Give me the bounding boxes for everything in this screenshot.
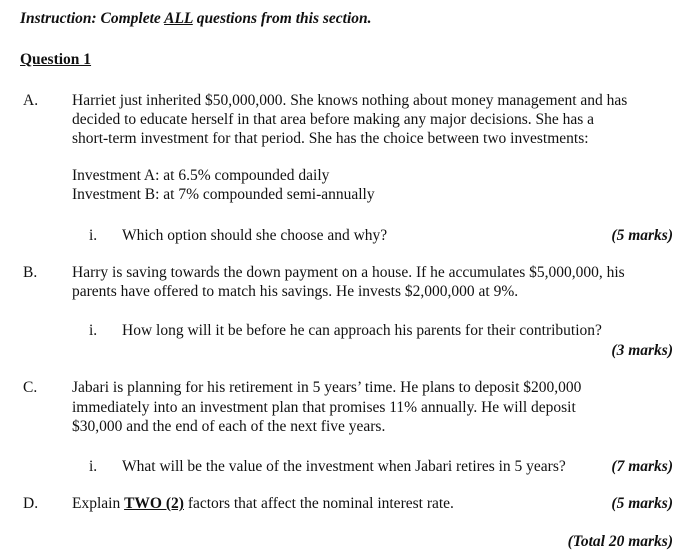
section-b-line-2: parents have offered to match his savings. He invests $2,000,000 at 9%. xyxy=(72,283,519,300)
investment-a: Investment A: at 6.5% compounded daily xyxy=(72,167,330,184)
section-a-letter: A. xyxy=(23,92,39,109)
section-d-letter: D. xyxy=(23,495,39,512)
instruction-emphasis: ALL xyxy=(164,10,193,27)
section-b-sub-question: How long will it be before he can approach his parents for their contribution? xyxy=(122,322,602,339)
section-d-emphasis: TWO (2) xyxy=(124,495,184,512)
section-c-letter: C. xyxy=(23,379,38,396)
total-marks: (Total 20 marks) xyxy=(567,533,673,550)
section-b-sub-number: i. xyxy=(89,322,98,339)
section-a-sub-number: i. xyxy=(89,227,98,244)
section-c-sub-number: i. xyxy=(89,458,98,475)
question-title: Question 1 xyxy=(20,51,92,68)
section-c-line-1: Jabari is planning for his retirement in 5 years’ time. He plans to deposit $200,000 xyxy=(72,379,582,396)
section-c-marks: (7 marks) xyxy=(611,458,673,475)
section-a-line-1: Harriet just inherited $50,000,000. She knows nothing about money management and has xyxy=(72,92,628,109)
section-c-line-3: $30,000 and the end of each of the next five years. xyxy=(72,418,386,435)
section-b-marks: (3 marks) xyxy=(611,342,673,359)
section-a-line-2: decided to educate herself in that area before making any major decisions. She has a xyxy=(72,111,595,128)
investment-b: Investment B: at 7% compounded semi-annually xyxy=(72,186,375,203)
section-c-sub-question: What will be the value of the investment when Jabari retires in 5 years? xyxy=(122,458,566,475)
section-c-line-2: immediately into an investment plan that promises 11% annually. He will deposit xyxy=(72,399,576,416)
section-a-marks: (5 marks) xyxy=(611,227,673,244)
section-d-marks: (5 marks) xyxy=(611,495,673,512)
instruction: Instruction: Complete ALL questions from this section. xyxy=(20,10,372,27)
section-a-sub-question: Which option should she choose and why? xyxy=(122,227,388,244)
section-d-text: Explain TWO (2) factors that affect the nominal interest rate. xyxy=(72,495,454,512)
section-b-line-1: Harry is saving towards the down payment on a house. If he accumulates $5,000,000, his xyxy=(72,264,625,281)
section-b-letter: B. xyxy=(23,264,38,281)
section-a-line-3: short-term investment for that period. She has the choice between two investments: xyxy=(72,130,589,147)
